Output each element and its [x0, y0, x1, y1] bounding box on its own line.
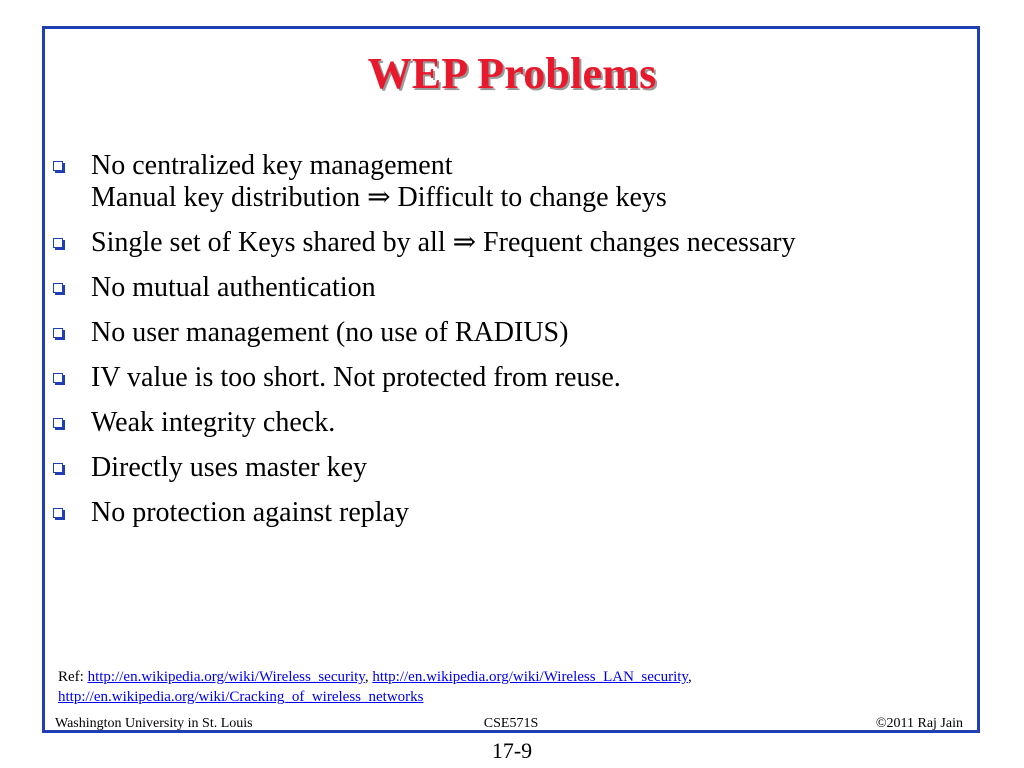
- reference-line-2: [58, 687, 692, 707]
- hollow-square-bullet-icon: [53, 418, 63, 428]
- bullet-text: Directly uses master key: [91, 452, 368, 483]
- bullet-subtext: Manual key distribution ⇒ Difficult to change keys: [91, 182, 667, 213]
- footer-institution: Washington University in St. Louis: [55, 716, 253, 731]
- bullet-item: [52, 317, 972, 349]
- bullet-text: No protection against replay: [91, 497, 410, 528]
- hollow-square-bullet-icon: [53, 238, 63, 248]
- page-number: 17-9: [491, 738, 533, 763]
- bullet-text: Weak integrity check.: [91, 407, 336, 438]
- bullet-text: No user management (no use of RADIUS): [91, 317, 569, 348]
- hollow-square-bullet-icon: [53, 328, 63, 338]
- reference-link-wireless-lan-security[interactable]: http://en.wikipedia.org/wiki/Wireless_LAN_security: [372, 669, 688, 685]
- bullet-item: [52, 452, 972, 484]
- bullet-text: IV value is too short. Not protected from reuse.: [91, 362, 621, 393]
- reference-link-cracking-wireless-networks[interactable]: http://en.wikipedia.org/wiki/Cracking_of_wireless_networks: [58, 689, 424, 705]
- bullet-item: [52, 362, 972, 394]
- slide-footer: [45, 716, 977, 732]
- hollow-square-bullet-icon: [53, 463, 63, 473]
- footer-course: CSE571S: [483, 716, 539, 731]
- reference-link-wireless-security[interactable]: http://en.wikipedia.org/wiki/Wireless_security: [87, 669, 365, 685]
- bullet-item: [52, 272, 972, 304]
- bullet-text: Single set of Keys shared by all ⇒ Frequent changes necessary: [91, 227, 796, 258]
- footer-copyright: ©2011 Raj Jain: [875, 716, 963, 731]
- bullet-item: [52, 497, 972, 529]
- reference-block: [58, 667, 692, 707]
- bullet-item: [52, 407, 972, 439]
- hollow-square-bullet-icon: [53, 283, 63, 293]
- hollow-square-bullet-icon: [53, 161, 63, 171]
- bullet-item: [52, 150, 972, 214]
- reference-separator: ,: [364, 669, 373, 685]
- hollow-square-bullet-icon: [53, 373, 63, 383]
- hollow-square-bullet-icon: [53, 508, 63, 518]
- bullet-list: [52, 150, 972, 542]
- slide-title: WEP Problems: [367, 49, 657, 98]
- reference-line-1: [58, 667, 692, 687]
- bullet-text: No centralized key management: [91, 150, 453, 181]
- reference-prefix: Ref:: [58, 669, 88, 685]
- bullet-item: [52, 227, 972, 259]
- bullet-text: No mutual authentication: [91, 272, 376, 303]
- reference-separator: ,: [687, 669, 692, 685]
